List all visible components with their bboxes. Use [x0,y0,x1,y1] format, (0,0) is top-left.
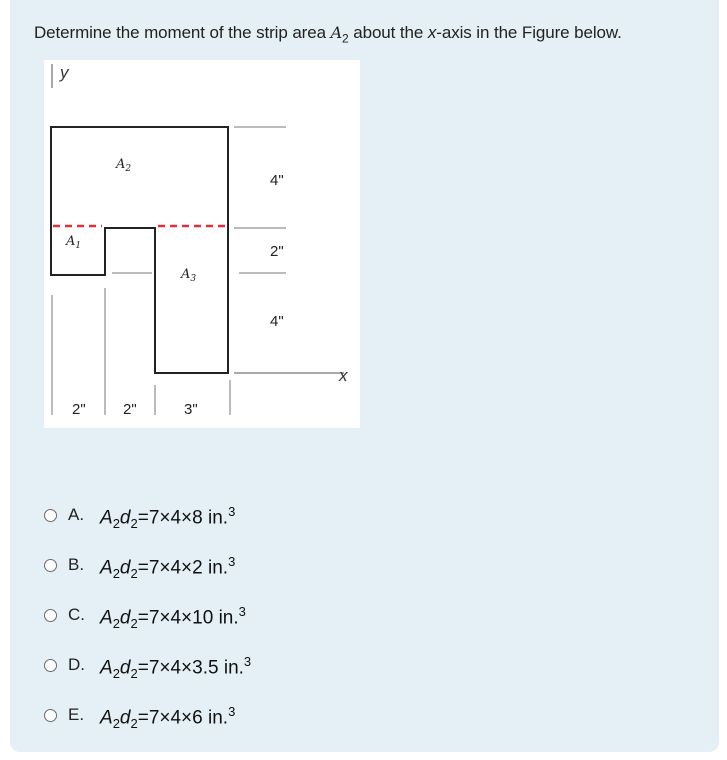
radio-button[interactable] [44,709,57,722]
question-area-subscript: 2 [342,31,349,46]
dim-vertical-label: 2" [270,243,284,260]
option-letter: A. [68,505,85,524]
option-e[interactable] [44,700,251,750]
a2-label: $A_2$ [116,157,132,174]
radio-button[interactable] [44,509,57,522]
option-a[interactable] [44,500,251,550]
dim-horizontal-label: 2" [123,401,137,418]
question-text [34,23,622,45]
dim-vertical-label: 4" [270,172,284,189]
question-text-part: Determine the moment of the strip area [34,23,331,42]
figure-panel [44,60,360,428]
option-b[interactable] [44,550,251,600]
dim-vertical-label: 4" [270,313,284,330]
a3-label: $A_3$ [181,267,197,284]
option-letter: E. [68,705,85,724]
option-letter: B. [68,555,85,574]
option-d[interactable] [44,650,251,700]
dim-horizontal-label: 2" [72,401,86,418]
option-c[interactable] [44,600,251,650]
question-text-part: -axis in the Figure below. [436,23,622,42]
y-axis-label: y [60,63,69,82]
radio-button[interactable] [44,659,57,672]
option-letter: C. [68,605,85,624]
option-formula: $A_2d_2=7\times 4\times 6$ in.$^3$ [100,704,236,732]
question-text-part: about the [348,23,428,42]
question-axis-label: x [427,23,437,42]
x-axis-label: x [339,366,348,385]
a1-label: $A_1$ [66,234,82,251]
option-formula: $A_2d_2=7\times 4\times 10$ in.$^3$ [100,604,246,632]
radio-button[interactable] [44,559,57,572]
option-letter: D. [68,655,85,674]
radio-button[interactable] [44,609,57,622]
composite-area-figure [44,60,360,428]
dim-horizontal-label: 3" [184,401,198,418]
answer-options [44,500,251,750]
question-area-symbol: A [330,23,343,42]
option-formula: $A_2d_2=7\times 4\times 2$ in.$^3$ [100,554,236,582]
option-formula: $A_2d_2=7\times 4\times 3.5$ in.$^3$ [100,654,252,682]
option-formula: $A_2d_2=7\times 4\times 8$ in.$^3$ [100,504,236,532]
